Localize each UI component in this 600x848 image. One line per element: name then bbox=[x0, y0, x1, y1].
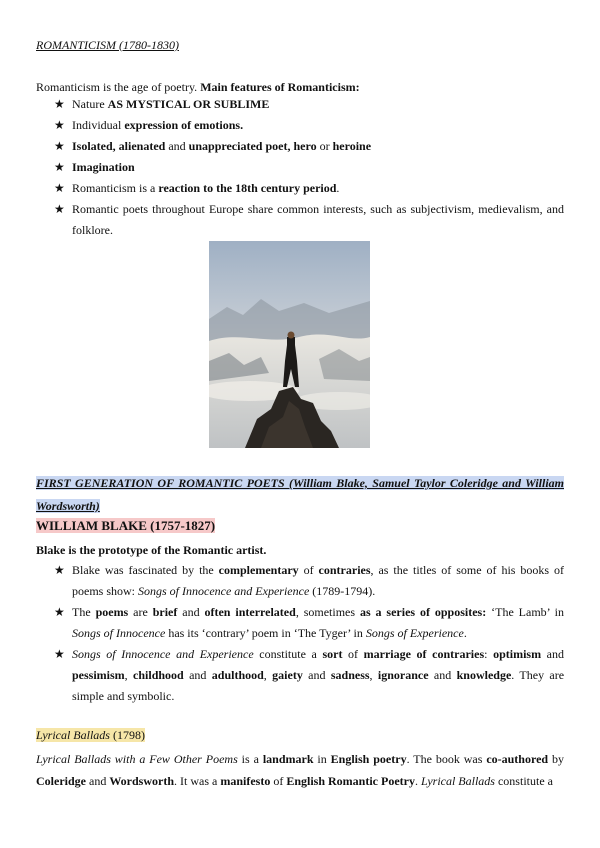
intro-lead: Romanticism is the age of poetry. bbox=[36, 80, 201, 94]
star-bullet-icon: ★ bbox=[54, 139, 65, 153]
feature-text: reaction to the 18th century period bbox=[158, 181, 337, 195]
blake-point-text: and bbox=[183, 668, 212, 682]
blake-point-text: : bbox=[484, 647, 494, 661]
blake-point-text: sadness bbox=[330, 668, 370, 682]
feature-text: . bbox=[336, 181, 340, 195]
blake-point-text: (1789-1794). bbox=[309, 584, 376, 598]
blake-point-text: and bbox=[177, 605, 205, 619]
star-bullet-icon: ★ bbox=[54, 563, 65, 577]
section-heading-text: FIRST GENERATION OF ROMANTIC POETS (William Blake, Samuel Taylor Coleridge and William Wordsworth) bbox=[36, 476, 564, 513]
star-bullet-icon: ★ bbox=[54, 202, 65, 216]
star-bullet-icon: ★ bbox=[54, 160, 65, 174]
feature-text: unappreciated poet, hero bbox=[188, 139, 317, 153]
blake-point-text: , bbox=[263, 668, 273, 682]
lyrical-text: by bbox=[548, 752, 565, 766]
feature-text: Romantic poets throughout Europe share common interests, such as subjectivism, medievalism, and folklore. bbox=[72, 202, 564, 237]
blake-point-text: poems bbox=[95, 605, 129, 619]
page-title: ROMANTICISM (1780-1830) bbox=[36, 38, 179, 52]
blake-subheading: Blake is the prototype of the Romantic artist. bbox=[36, 543, 267, 557]
blake-point-text: constitute a bbox=[253, 647, 323, 661]
feature-text: Nature bbox=[72, 97, 108, 111]
blake-point-text: , sometimes bbox=[295, 605, 360, 619]
feature-item bbox=[36, 94, 564, 115]
blake-point-text: often interrelated bbox=[204, 605, 296, 619]
blake-heading bbox=[36, 518, 215, 534]
star-bullet-icon: ★ bbox=[54, 647, 65, 661]
feature-text: Individual bbox=[72, 118, 125, 132]
blake-point-text: ignorance bbox=[377, 668, 429, 682]
blake-point-text: Songs of Experience bbox=[365, 626, 464, 640]
blake-heading-text: WILLIAM BLAKE (1757-1827) bbox=[36, 518, 216, 533]
lyrical-text: . bbox=[415, 774, 421, 788]
blake-point-text: . bbox=[463, 626, 467, 640]
blake-point-item bbox=[36, 644, 564, 707]
star-bullet-icon: ★ bbox=[54, 118, 65, 132]
feature-item bbox=[36, 136, 564, 157]
lyrical-heading-italic: Lyrical Ballads bbox=[36, 728, 110, 742]
blake-point-item bbox=[36, 602, 564, 644]
blake-point-text: has its ‘contrary’ poem in ‘The Tyger’ in bbox=[165, 626, 366, 640]
blake-point-text: complementary bbox=[218, 563, 299, 577]
feature-text: heroine bbox=[332, 139, 372, 153]
lyrical-text: co-authored bbox=[486, 752, 549, 766]
blake-point-text: of bbox=[342, 647, 364, 661]
blake-point-text: marriage of contraries bbox=[363, 647, 485, 661]
feature-text: AS MYSTICAL OR SUBLIME bbox=[107, 97, 270, 111]
feature-text: Romanticism is a bbox=[72, 181, 159, 195]
blake-point-text: of bbox=[298, 563, 319, 577]
features-list bbox=[36, 94, 564, 241]
blake-point-text: and bbox=[428, 668, 457, 682]
intro-paragraph bbox=[36, 80, 360, 95]
lyrical-text: English Romantic Poetry bbox=[286, 774, 415, 788]
lyrical-text: Coleridge bbox=[36, 774, 86, 788]
lyrical-text: and bbox=[86, 774, 110, 788]
feature-item bbox=[36, 199, 564, 241]
blake-point-text: sort bbox=[322, 647, 343, 661]
lyrical-heading-year: (1798) bbox=[109, 728, 145, 742]
lyrical-text: . The book was bbox=[406, 752, 487, 766]
blake-point-text: contraries bbox=[318, 563, 371, 577]
blake-point-text: . They are simple and symbolic. bbox=[72, 668, 565, 703]
lyrical-text: constitute a bbox=[494, 774, 553, 788]
blake-points-list bbox=[36, 560, 564, 707]
blake-point-text: Songs of Innocence and Experience bbox=[138, 584, 310, 598]
blake-point-text: gaiety bbox=[272, 668, 303, 682]
blake-point-text: are bbox=[128, 605, 153, 619]
lyrical-text: of bbox=[270, 774, 287, 788]
section-heading bbox=[36, 472, 564, 518]
blake-point-text: childhood bbox=[133, 668, 184, 682]
star-bullet-icon: ★ bbox=[54, 97, 65, 111]
blake-point-text: Blake was fascinated by the bbox=[72, 563, 219, 577]
blake-point-text: optimism bbox=[493, 647, 542, 661]
blake-point-text: pessimism bbox=[72, 668, 125, 682]
feature-item bbox=[36, 178, 564, 199]
lyrical-ballads-paragraph bbox=[36, 748, 564, 792]
feature-text: and bbox=[165, 139, 189, 153]
star-bullet-icon: ★ bbox=[54, 181, 65, 195]
blake-point-text: , bbox=[124, 668, 134, 682]
lyrical-text: . It was a bbox=[174, 774, 221, 788]
blake-point-text: brief bbox=[152, 605, 178, 619]
blake-point-text: and bbox=[302, 668, 331, 682]
lyrical-text: is a bbox=[237, 752, 263, 766]
blake-point-text: The bbox=[72, 605, 96, 619]
feature-text: Isolated, alienated bbox=[72, 139, 166, 153]
star-bullet-icon: ★ bbox=[54, 605, 65, 619]
blake-point-text: ‘The Lamb’ in bbox=[486, 605, 565, 619]
blake-point-text: and bbox=[541, 647, 565, 661]
wanderer-painting-image bbox=[209, 241, 370, 448]
blake-point-text: knowledge bbox=[456, 668, 512, 682]
feature-text: Imagination bbox=[72, 160, 135, 174]
intro-bold: Main features of Romanticism: bbox=[200, 80, 360, 94]
blake-point-text: Songs of Innocence and Experience bbox=[72, 647, 254, 661]
blake-point-text: adulthood bbox=[211, 668, 264, 682]
blake-point-text: , bbox=[369, 668, 378, 682]
feature-item bbox=[36, 115, 564, 136]
lyrical-ballads-heading bbox=[36, 728, 145, 743]
lyrical-text: manifesto bbox=[220, 774, 271, 788]
lyrical-text: landmark bbox=[262, 752, 314, 766]
lyrical-text: in bbox=[313, 752, 331, 766]
blake-point-text: Songs of Innocence bbox=[72, 626, 166, 640]
feature-text: or bbox=[316, 139, 333, 153]
blake-point-item bbox=[36, 560, 564, 602]
lyrical-text: English poetry bbox=[330, 752, 407, 766]
lyrical-text: Lyrical Ballads with a Few Other Poems bbox=[36, 752, 238, 766]
feature-text: expression of emotions. bbox=[124, 118, 244, 132]
lyrical-text: Wordsworth bbox=[109, 774, 174, 788]
lyrical-text: Lyrical Ballads bbox=[421, 774, 495, 788]
feature-item bbox=[36, 157, 564, 178]
blake-point-text: , as the titles of some of his books of poems show: bbox=[72, 563, 565, 598]
blake-point-text: as a series of opposites: bbox=[359, 605, 487, 619]
